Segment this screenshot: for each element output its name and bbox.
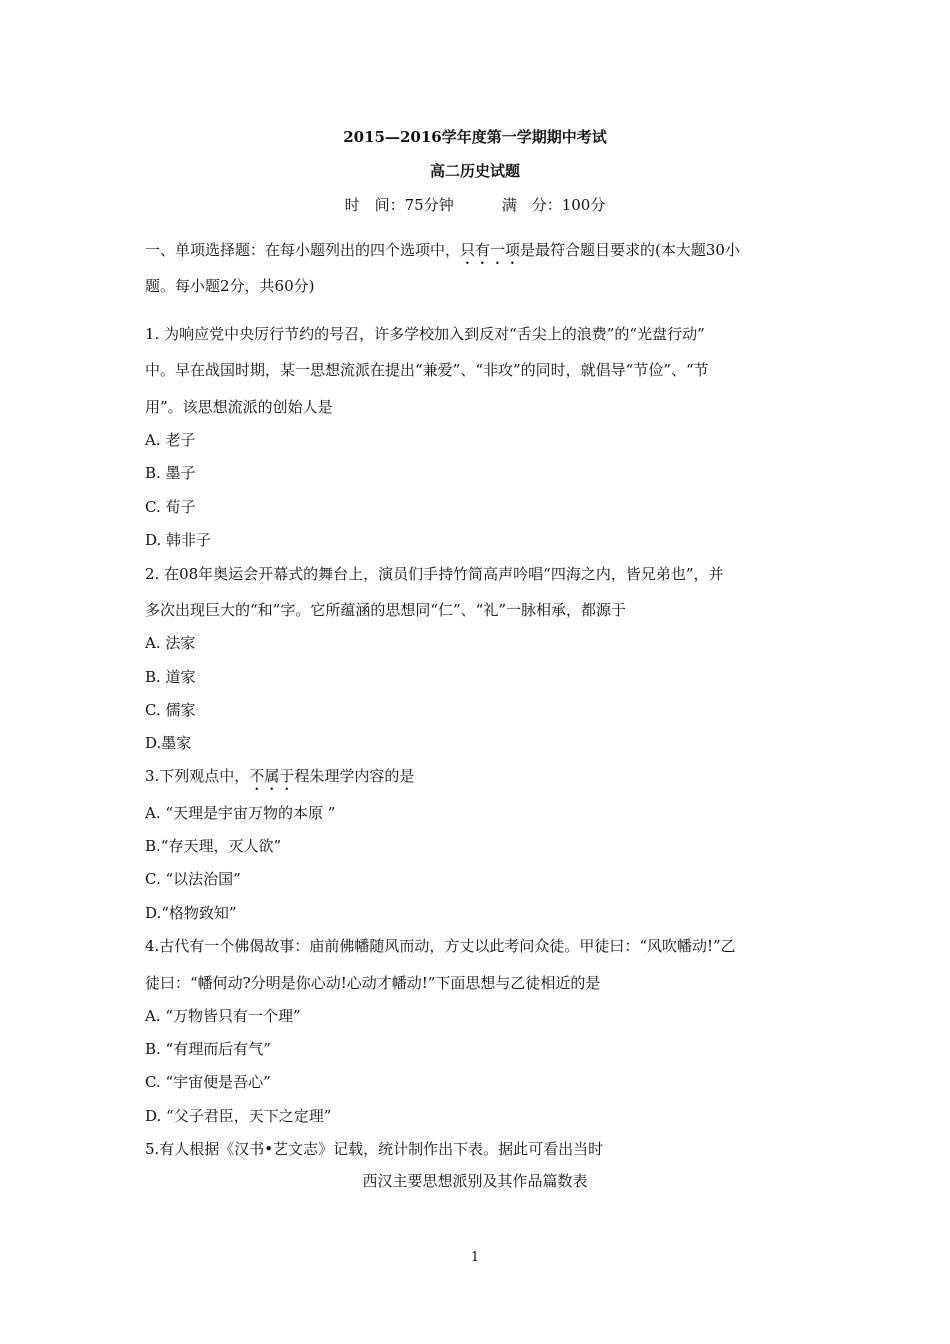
q1-stem-line-3: 用”。该思想流派的创始人是 — [145, 398, 333, 416]
exam-time: 时 间：75分钟 — [344, 196, 454, 214]
exam-subtitle: 高二历史试题 — [429, 162, 520, 180]
q4-stem-line-2: 徒曰：“幡何动?分明是你心动!心动才幡动!”下面思想与乙徒相近的是 — [145, 974, 601, 992]
instruction-text: 是最符合题目要求的(本大题30小 — [520, 241, 740, 259]
q4-option-a: A. “万物皆只有一个理” — [145, 1007, 301, 1025]
q1-option-b: B. 墨子 — [145, 464, 196, 482]
instruction-text: 一、单项选择题：在每小题列出的四个选项中， — [145, 241, 461, 259]
q3-option-c: C. “以法治国” — [145, 870, 241, 888]
q1-option-d: D. 韩非子 — [145, 531, 212, 549]
q3-option-a: A. “天理是宇宙万物的本原 ” — [145, 804, 336, 822]
exam-title: 2015—2016学年度第一学期期中考试 — [343, 128, 607, 146]
q2-option-a: A. 法家 — [145, 634, 196, 652]
q1-stem-line-2: 中。早在战国时期，某一思想流派在提出“兼爱”、“非攻”的同时，就倡导“节俭”、“节 — [145, 361, 709, 379]
q2-stem-line-2: 多次出现巨大的“和”字。它所蕴涵的思想同“仁”、“礼”一脉相承，都源于 — [145, 601, 627, 619]
q1-option-c: C. 荀子 — [145, 498, 196, 516]
exam-meta — [0, 194, 950, 215]
q5-stem-line-1: 5.有人根据《汉书•艺文志》记载，统计制作出下表。据此可看出当时 — [145, 1140, 604, 1158]
q3-stem-text: 程朱理学内容的是 — [294, 767, 415, 785]
section-instruction-line-2: 题。每小题2分，共60分) — [145, 277, 315, 295]
section-instruction-line-1 — [145, 240, 810, 268]
q3-option-d: D.“格物致知” — [145, 904, 237, 922]
q3-stem-text: 3.下列观点中， — [145, 767, 250, 785]
page-number: 1 — [470, 1250, 480, 1265]
q3-stem-emphasis: 不属于 — [249, 767, 295, 785]
q1-option-a: A. 老子 — [145, 431, 196, 449]
instruction-emphasis: 只有一项 — [460, 241, 521, 259]
q1-stem-line-1: 1. 为响应党中央厉行节约的号召，许多学校加入到反对“舌尖上的浪费”的“光盘行动” — [145, 325, 705, 343]
q3-stem-line-1 — [145, 766, 810, 794]
q4-option-c: C. “宇宙便是吾心” — [145, 1073, 271, 1091]
q2-stem-line-1: 2. 在08年奥运会开幕式的舞台上，演员们手持竹简高声吟唱“四海之内，皆兄弟也”，并 — [145, 565, 724, 583]
exam-score: 满 分：100分 — [501, 196, 606, 214]
q2-option-c: C. 儒家 — [145, 701, 196, 719]
q4-option-b: B. “有理而后有气” — [145, 1040, 271, 1058]
q4-option-d: D. “父子君臣，天下之定理” — [145, 1107, 332, 1125]
q2-option-d: D.墨家 — [145, 734, 192, 752]
q3-option-b: B.“存天理，灭人欲” — [145, 837, 282, 855]
table-caption: 西汉主要思想派别及其作品篇数表 — [362, 1172, 588, 1190]
q4-stem-line-1: 4.古代有一个佛偈故事：庙前佛幡随风而动，方丈以此考问众徒。甲徒曰：“风吹幡动!”乙 — [145, 937, 736, 955]
q2-option-b: B. 道家 — [145, 668, 196, 686]
